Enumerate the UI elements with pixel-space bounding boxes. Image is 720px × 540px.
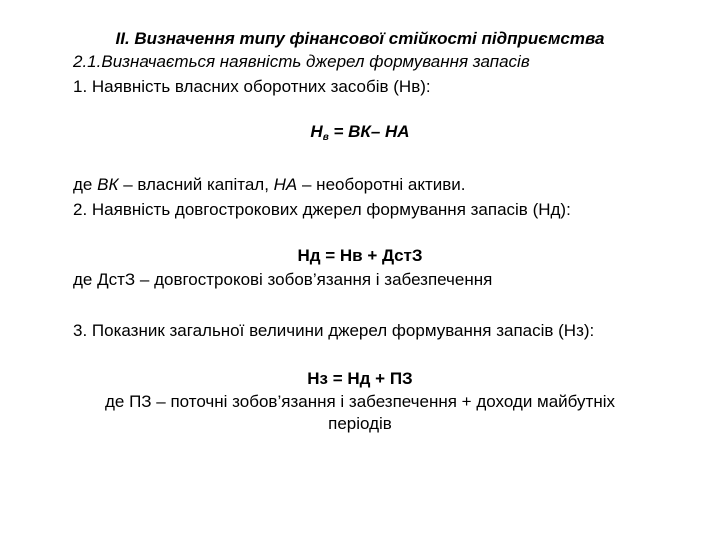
def-suffix: – необоротні активи. [297,175,466,194]
def-term-na: НА [273,175,298,194]
item1-text: 1. Наявність власних оборотних засобів (Нв): [73,77,431,96]
formula-nv [0,121,720,149]
item3-definition-line2: періодів [328,414,392,433]
item3-definition-line1: де ПЗ – поточні зобов’язання і забезпечення + доходи майбутніх [104,392,615,411]
def-term-vk: ВК [97,175,119,194]
formula-nd: Нд = Нв + ДстЗ [297,246,423,265]
slide-title: ІІ. Визначення типу фінансової стійкості підприємства [115,29,605,48]
def-prefix: де [73,175,98,194]
formula-nv-rest: = ВК– НА [328,122,410,141]
def-mid: – власний капітал, [118,175,274,194]
item2-text: 2. Наявність довгострокових джерел формування запасів (Нд): [73,200,571,219]
item3-text: 3. Показник загальної величини джерел формування запасів (Нз): [73,321,595,340]
item1-definition [73,174,466,196]
item2-definition: де ДстЗ – довгострокові зобов’язання і забезпечення [73,270,493,289]
formula-nz: Нз = Нд + ПЗ [307,369,413,388]
slide-subtitle: 2.1.Визначається наявність джерел формування запасів [73,52,530,71]
formula-nv-main: Н [310,122,323,141]
formula-nv-subscript: в [322,132,329,143]
